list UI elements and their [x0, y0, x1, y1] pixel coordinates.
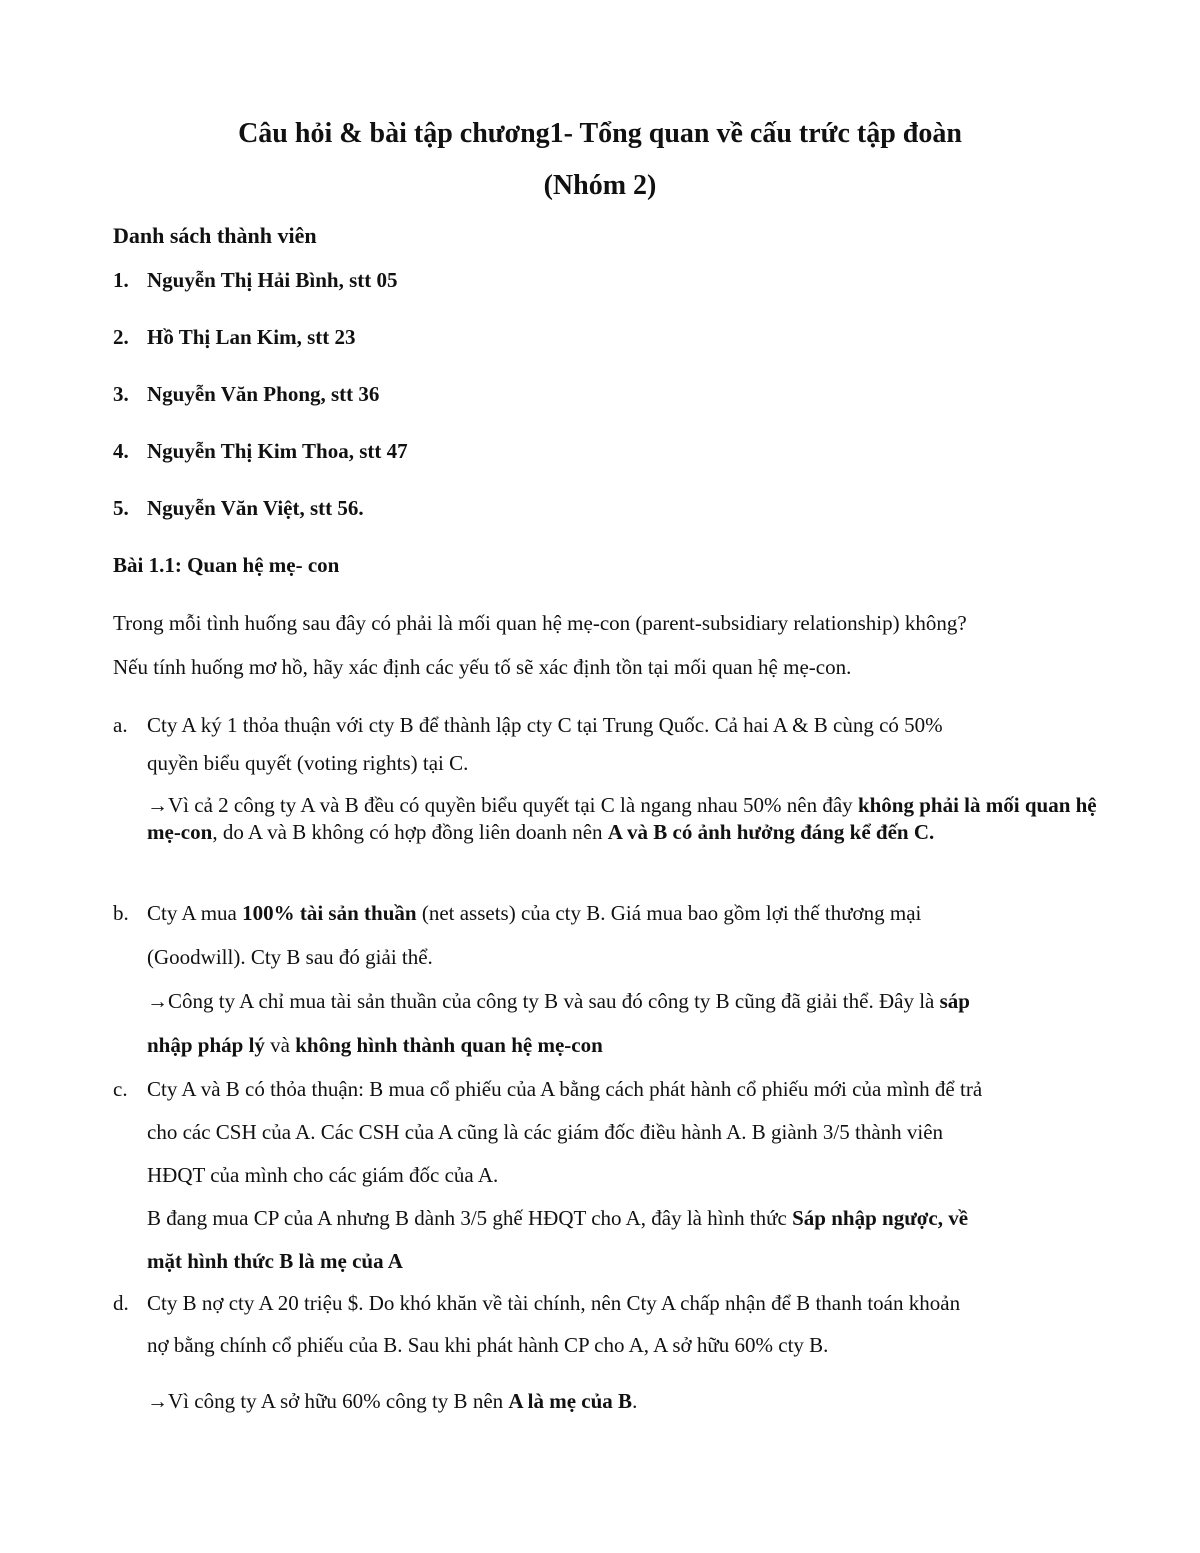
item-c-question-line-2: cho các CSH của A. Các CSH của A cũng là các giám đốc điều hành A. B giành 3/5 thành viên	[147, 1120, 944, 1144]
item-a-question-line-2: quyền biểu quyết (voting rights) tại C.	[147, 751, 469, 775]
intro-line-1: Trong mỗi tình huống sau đây có phải là mối quan hệ mẹ-con (parent-subsidiary relationship) không?	[113, 611, 967, 635]
answer-bold: sáp	[939, 989, 970, 1013]
members-heading: Danh sách thành viên	[113, 223, 317, 248]
item-b-question-line-2: (Goodwill). Cty B sau đó giải thể.	[147, 945, 433, 969]
answer-text: B đang mua CP của A nhưng B dành 3/5 ghế HĐQT cho A, đây là hình thức	[147, 1206, 793, 1230]
item-c-answer-line-1	[147, 1206, 968, 1231]
list-item: Nguyễn Thị Kim Thoa, stt 47	[147, 439, 408, 463]
answer-text: .	[632, 1389, 638, 1413]
answer-bold: Sáp nhập ngược, về	[792, 1206, 969, 1230]
item-b-answer-line-2	[147, 1033, 603, 1058]
answer-text: →Vì công ty A sở hữu 60% công ty B nên	[147, 1389, 509, 1413]
answer-bold: A và B có ảnh hưởng đáng kể đến C.	[607, 820, 935, 844]
answer-text: →Công ty A chỉ mua tài sản thuần của công ty B và sau đó công ty B cũng đã giải thể. Đây là	[147, 989, 940, 1013]
document-subtitle: (Nhóm 2)	[543, 170, 657, 201]
list-item: Nguyễn Thị Hải Bình, stt 05	[147, 268, 398, 292]
answer-bold: nhập pháp lý	[147, 1033, 265, 1057]
item-label-a: a.	[113, 713, 128, 737]
list-item: Hồ Thị Lan Kim, stt 23	[147, 325, 356, 349]
item-a-answer	[147, 792, 1097, 846]
list-item-number: 1.	[113, 268, 129, 292]
list-item: Nguyễn Văn Việt, stt 56.	[147, 496, 364, 520]
item-a-question-line-1: Cty A ký 1 thỏa thuận với cty B để thành lập cty C tại Trung Quốc. Cả hai A & B cùng có 50%	[147, 713, 943, 737]
intro-line-2: Nếu tính huống mơ hồ, hãy xác định các yếu tố sẽ xác định tồn tại mối quan hệ mẹ-con.	[113, 655, 852, 679]
list-item-number: 2.	[113, 325, 129, 349]
answer-bold: A là mẹ của B	[508, 1389, 633, 1413]
question-text: (net assets) của cty B. Giá mua bao gồm lợi thế thương mại	[416, 901, 922, 925]
question-bold: 100% tài sản thuần	[242, 901, 417, 925]
item-d-answer	[147, 1389, 637, 1414]
list-item: Nguyễn Văn Phong, stt 36	[147, 382, 380, 406]
item-c-answer-line-2	[147, 1249, 403, 1274]
item-d-question-line-1: Cty B nợ cty A 20 triệu $. Do khó khăn về tài chính, nên Cty A chấp nhận để B thanh toán khoản	[147, 1291, 961, 1315]
answer-text: và	[264, 1033, 296, 1057]
answer-text: , do A và B không có hợp đồng liên doanh nên	[212, 820, 608, 844]
item-d-question-line-2: nợ bằng chính cổ phiếu của B. Sau khi phát hành CP cho A, A sở hữu 60% cty B.	[147, 1333, 829, 1357]
item-b-question-line-1	[147, 901, 921, 926]
list-item-number: 5.	[113, 496, 129, 520]
item-label-b: b.	[113, 901, 129, 925]
answer-bold: mặt hình thức B là mẹ của A	[147, 1249, 403, 1273]
document-title: Câu hỏi & bài tập chương1- Tổng quan về cấu trức tập đoàn	[238, 118, 962, 149]
answer-bold: không hình thành quan hệ mẹ-con	[295, 1033, 603, 1057]
item-b-answer-line-1	[147, 989, 970, 1014]
item-label-d: d.	[113, 1291, 129, 1315]
item-label-c: c.	[113, 1077, 128, 1101]
list-item-number: 4.	[113, 439, 129, 463]
exercise-title: Bài 1.1: Quan hệ mẹ- con	[113, 553, 340, 577]
question-text: Cty A mua	[147, 901, 243, 925]
list-item-number: 3.	[113, 382, 129, 406]
item-c-question-line-3: HĐQT của mình cho các giám đốc của A.	[147, 1163, 499, 1187]
answer-text: →Vì cả 2 công ty A và B đều có quyền biểu quyết tại C là ngang nhau 50% nên đây	[147, 793, 858, 817]
answer-bold: không phải là mối quan hệ mẹ-con	[147, 793, 1097, 844]
item-c-question-line-1: Cty A và B có thỏa thuận: B mua cổ phiếu của A bằng cách phát hành cổ phiếu mới của mình để trả	[147, 1077, 983, 1101]
